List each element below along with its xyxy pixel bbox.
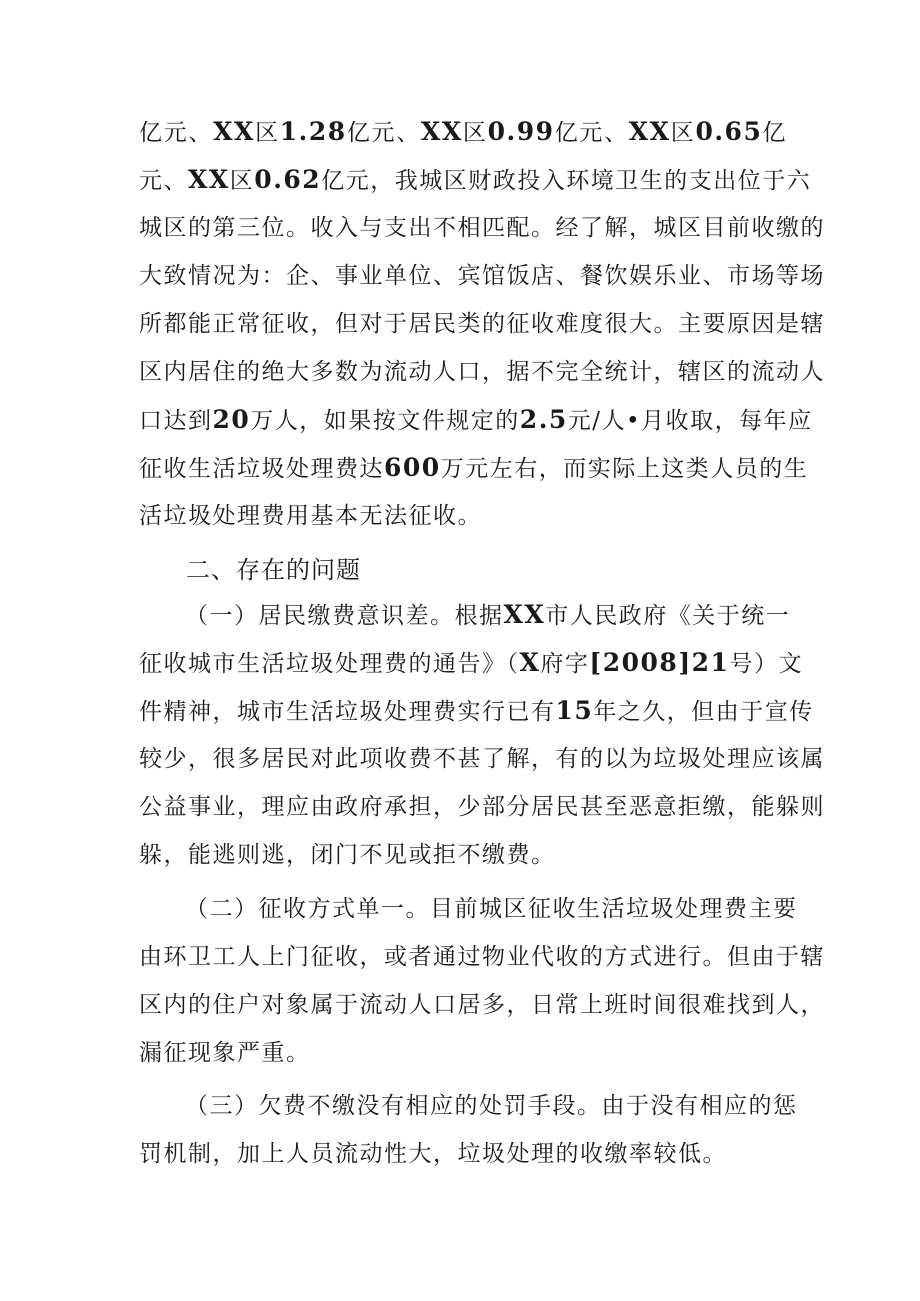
paragraph-awareness	[139, 591, 825, 879]
text-line: 活垃圾处理费用基本无法征收。	[139, 503, 482, 529]
text-line: （一）居民缴费意识差。根据XX市人民政府《关于统一	[185, 600, 791, 629]
text-line: 口达到20万人，如果按文件规定的2.5元/人•月收取，每年应	[139, 405, 813, 434]
text-line: 征收生活垃圾处理费达600万元左右，而实际上这类人员的生	[139, 453, 809, 482]
paragraph-penalty	[139, 1082, 798, 1178]
paragraph-fee-comparison	[139, 108, 825, 540]
text-line: 罚机制，加上人员流动性大，垃圾处理的收缴率较低。	[139, 1141, 727, 1167]
text-line: 漏征现象严重。	[139, 1040, 311, 1066]
text-line: 件精神，城市生活垃圾处理费实行已有15年之久，但由于宣传	[139, 696, 814, 725]
text-line: 城区的第三位。收入与支出不相匹配。经了解，城区目前收缴的	[139, 215, 825, 241]
text-line: 区内的住户对象属于流动人口居多，日常上班时间很难找到人，	[139, 992, 825, 1018]
text-line: 亿元、XX区1.28亿元、XX区0.99亿元、XX区0.65亿	[139, 117, 788, 146]
text-line: （三）欠费不缴没有相应的处罚手段。由于没有相应的惩	[185, 1093, 798, 1119]
text-line: 区内居住的绝大多数为流动人口，据不完全统计，辖区的流动人	[139, 359, 825, 385]
text-line: 元、XX区0.62亿元，我城区财政投入环境卫生的支出位于六	[139, 165, 812, 194]
text-line: 征收城市生活垃圾处理费的通告》（X府字[2008]21号）文	[139, 648, 803, 677]
text-line: 大致情况为：企、事业单位、宾馆饭店、餐饮娱乐业、市场等场	[139, 263, 825, 289]
text-line: （二）征收方式单一。目前城区征收生活垃圾处理费主要	[185, 896, 798, 922]
paragraph-collection-method	[139, 885, 825, 1077]
section-heading: 二、存在的问题	[186, 556, 361, 584]
text-line: 所都能正常征收，但对于居民类的征收难度很大。主要原因是辖	[139, 311, 825, 337]
text-line: 较少，很多居民对此项收费不甚了解，有的以为垃圾处理应该属	[139, 746, 825, 772]
text-line: 公益事业，理应由政府承担，少部分居民甚至恶意拒缴，能躲则	[139, 794, 825, 820]
text-line: 由环卫工人上门征收，或者通过物业代收的方式进行。但由于辖	[139, 944, 825, 970]
text-line: 躲，能逃则逃，闭门不见或拒不缴费。	[139, 842, 556, 868]
